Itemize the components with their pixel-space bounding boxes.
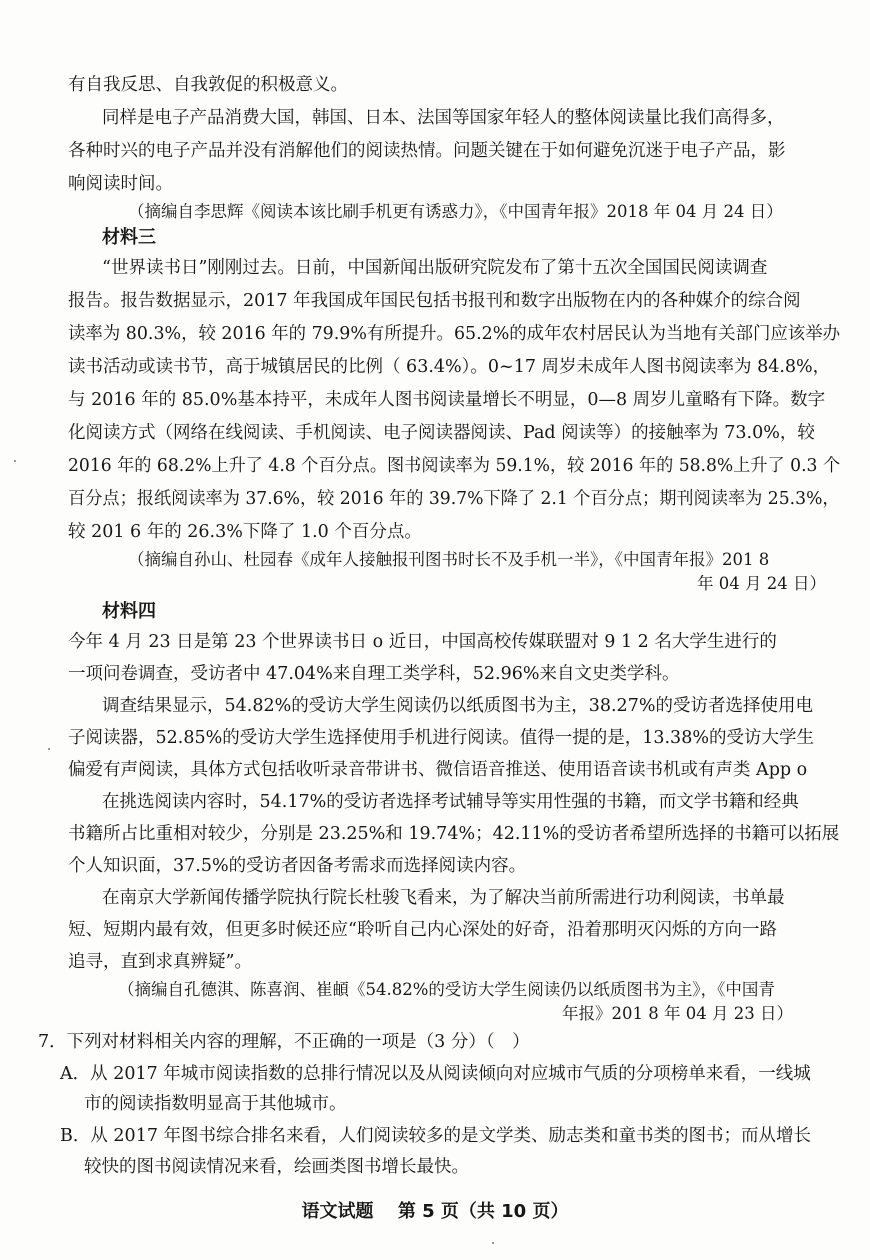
text-line: 偏爱有声阅读，具体方式包括收听录音带讲书、微信语音推送、使用语音读书机或有声类 App o <box>68 760 808 780</box>
text-line: 同样是电子产品消费大国，韩国、日本、法国等国家年轻人的整体阅读量比我们高得多， <box>102 108 785 128</box>
text-line: 书籍所占比重相对较少，分别是 23.25%和 19.74%；42.11%的受访者希望所选择的书籍可以拓展 <box>68 824 840 844</box>
text-line: 在南京大学新闻传播学院执行院长杜骏飞看来，为了解决当前所需进行功利阅读，书单最 <box>102 888 785 908</box>
source-citation: （摘编自孙山、杜园春《成年人接触报刊图书时长不及手机一半》，《中国青年报》201 8 <box>128 550 770 569</box>
section-heading: 材料三 <box>102 227 156 248</box>
option-b-cont: 较快的图书阅读情况来看，绘画类图书增长最快。 <box>84 1157 469 1177</box>
option-b: B．从 2017 年图书综合排名来看，人们阅读较多的是文学类、励志类和童书类的图书；而从增长 <box>60 1126 812 1146</box>
text-line: 化阅读方式（网络在线阅读、手机阅读、电子阅读器阅读、Pad 阅读等）的接触率为 73.0%，较 <box>68 423 815 443</box>
scan-speck <box>14 460 16 462</box>
text-line: 响阅读时间。 <box>68 174 173 194</box>
text-line: 各种时兴的电子产品并没有消解他们的阅读热情。问题关键在于如何避免沉迷于电子产品，影 <box>68 141 786 161</box>
text-line: 读书活动或读书节，高于城镇居民的比例（ 63.4%）。0~17 周岁未成年人图书阅读率为 84.8%， <box>68 357 831 377</box>
text-line: 短、短期内最有效，但更多时候还应“聆听自己内心深处的好奇，沿着那明灭闪烁的方向一路 <box>68 920 777 940</box>
scan-speck <box>492 1242 494 1244</box>
text-line: 调查结果显示，54.82%的受访大学生阅读仍以纸质图书为主，38.27%的受访者选择使用电 <box>102 696 813 716</box>
section-heading: 材料四 <box>102 601 156 622</box>
scan-speck <box>48 748 50 750</box>
text-line: 子阅读器，52.85%的受访大学生选择使用手机进行阅读。值得一提的是，13.38%的受访大学生 <box>68 728 814 748</box>
option-a-cont: 市的阅读指数明显高于其他城市。 <box>84 1094 347 1114</box>
text-line: 在挑选阅读内容时，54.17%的受访者选择考试辅导等实用性强的书籍，而文学书籍和经典 <box>102 792 799 812</box>
text-line: 2016 年的 68.2%上升了 4.8 个百分点。图书阅读率为 59.1%，较 2016 年的 58.8%上升了 0.3 个 <box>68 456 841 476</box>
question-7: 7．下列对材料相关内容的理解，不正确的一项是（3 分）（ ） <box>38 1032 530 1052</box>
source-citation: 年报》201 8 年 04 月 23 日） <box>562 1004 793 1023</box>
text-line: “世界读书日”刚刚过去。日前，中国新闻出版研究院发布了第十五次全国国民阅读调查 <box>102 258 768 278</box>
page-footer: 语文试题 第 5 页（共 10 页） <box>301 1201 569 1222</box>
source-citation: （摘编自孔德淇、陈喜润、崔頔《54.82%的受访大学生阅读仍以纸质图书为主》，《中国青 <box>118 980 775 999</box>
text-line: 报告。报告数据显示，2017 年我国成年国民包括书报刊和数字出版物在内的各种媒介的综合阅 <box>68 291 801 311</box>
option-a: A．从 2017 年城市阅读指数的总排行情况以及从阅读倾向对应城市气质的分项榜单来看，一线城 <box>60 1064 811 1084</box>
text-line: 读率为 80.3%，较 2016 年的 79.9%有所提升。65.2%的成年农村居民认为当地有关部门应该举办 <box>68 324 841 344</box>
source-citation: 年 04 月 24 日） <box>697 574 826 593</box>
text-line: 追寻，直到求真辨疑”。 <box>68 952 252 972</box>
text-line: 百分点；报纸阅读率为 37.6%，较 2016 年的 39.7%下降了 2.1 个百分点；期刊阅读率为 25.3%， <box>68 489 840 509</box>
text-line: 今年 4 月 23 日是第 23 个世界读书日 o 近日，中国高校传媒联盟对 9 1 2 名大学生进行的 <box>68 632 777 652</box>
text-line: 一项问卷调查，受访者中 47.04%来自理工类学科，52.96%来自文史类学科。 <box>68 664 680 684</box>
text-line: 个人知识面，37.5%的受访者因备考需求而选择阅读内容。 <box>68 856 527 876</box>
text-line: 与 2016 年的 85.0%基本持平，未成年人图书阅读量增长不明显，0—8 周岁儿童略有下降。数字 <box>68 390 826 410</box>
text-line: 有自我反思、自我敦促的积极意义。 <box>68 75 348 95</box>
text-line: 较 201 6 年的 26.3%下降了 1.0 个百分点。 <box>68 522 422 542</box>
source-citation: （摘编自李思辉《阅读本该比刷手机更有诱惑力》，《中国青年报》2018 年 04 月 24 日） <box>128 202 783 221</box>
